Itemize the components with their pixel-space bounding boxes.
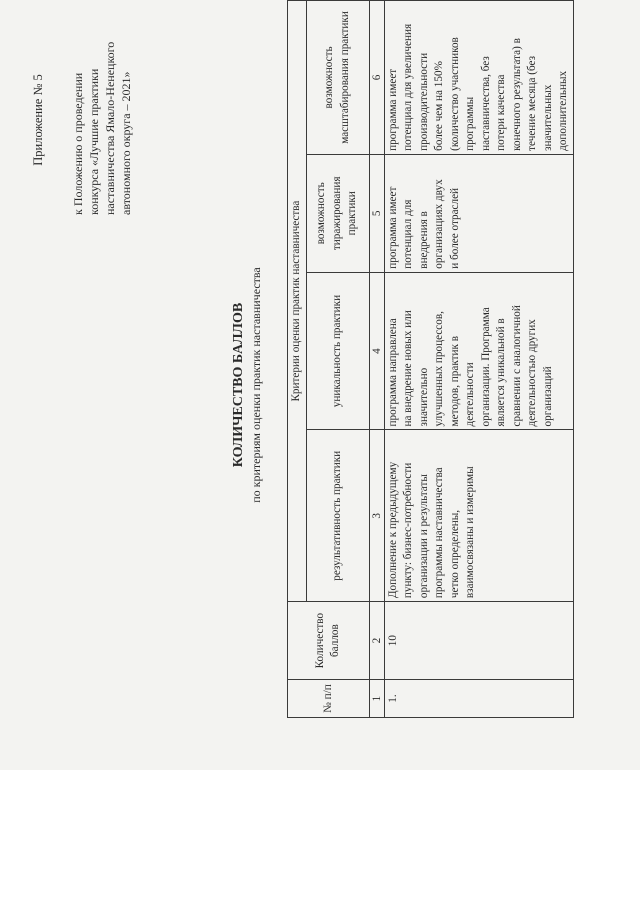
row-number: 1. (384, 680, 573, 718)
row-score: 10 (384, 602, 573, 680)
column-number-row (369, 1, 384, 718)
header-scalability: возможность масштабирования практики (306, 1, 369, 155)
header-criteria-group: Критерии оценки практик наставничества (288, 1, 307, 602)
scalability-cell: программа имеет потенциал для увеличения производительности более чем на 150% (количество участников программы наставничества, без потери качества конечного результата) в течение месяца (без значительных дополнительных (384, 1, 573, 155)
criteria-table (287, 0, 574, 718)
header-num: № п/п (288, 680, 370, 718)
column-number: 2 (369, 602, 384, 680)
annex-line: к Положению о проведении (71, 72, 85, 215)
column-number: 6 (369, 1, 384, 155)
column-number: 3 (369, 430, 384, 602)
header-uniqueness: уникальность практики (306, 272, 369, 430)
annex-line: наставничества Ямало-Ненецкого (103, 41, 117, 215)
column-number: 1 (369, 680, 384, 718)
effectiveness-cell: Дополнение к предыдущему пункту: бизнес-потребности организации и результаты программы наставничества четко определены, взаимосвязаны и измеримы (384, 430, 573, 602)
annex-line: автономного округа – 2021» (119, 71, 133, 215)
annex-number: Приложение № 5 (31, 74, 45, 166)
replicability-cell: программа имеет потенциал для внедрения в организациях двух и более отраслей (384, 154, 573, 272)
column-number: 4 (369, 272, 384, 430)
header-score: Количество баллов (288, 602, 370, 680)
uniqueness-cell: программа направлена на внедрение новых или значительно улучшенных процессов, методов, практик в деятельности организации. Программа является уникальной в сравнении с аналогичной деятельностью других организаций (384, 272, 573, 430)
annex-block (30, 25, 134, 215)
document-title: КОЛИЧЕСТВО БАЛЛОВ (231, 302, 246, 468)
header-row (288, 1, 307, 718)
header-replicability: возможность тиражирования практики (306, 154, 369, 272)
header-effectiveness: результативность практики (306, 430, 369, 602)
column-number: 5 (369, 154, 384, 272)
table-row (384, 1, 573, 718)
title-block (230, 230, 264, 540)
document-subtitle: по критериям оценки практик наставничества (249, 267, 263, 503)
annex-line: конкурса «Лучшие практики (87, 68, 101, 215)
